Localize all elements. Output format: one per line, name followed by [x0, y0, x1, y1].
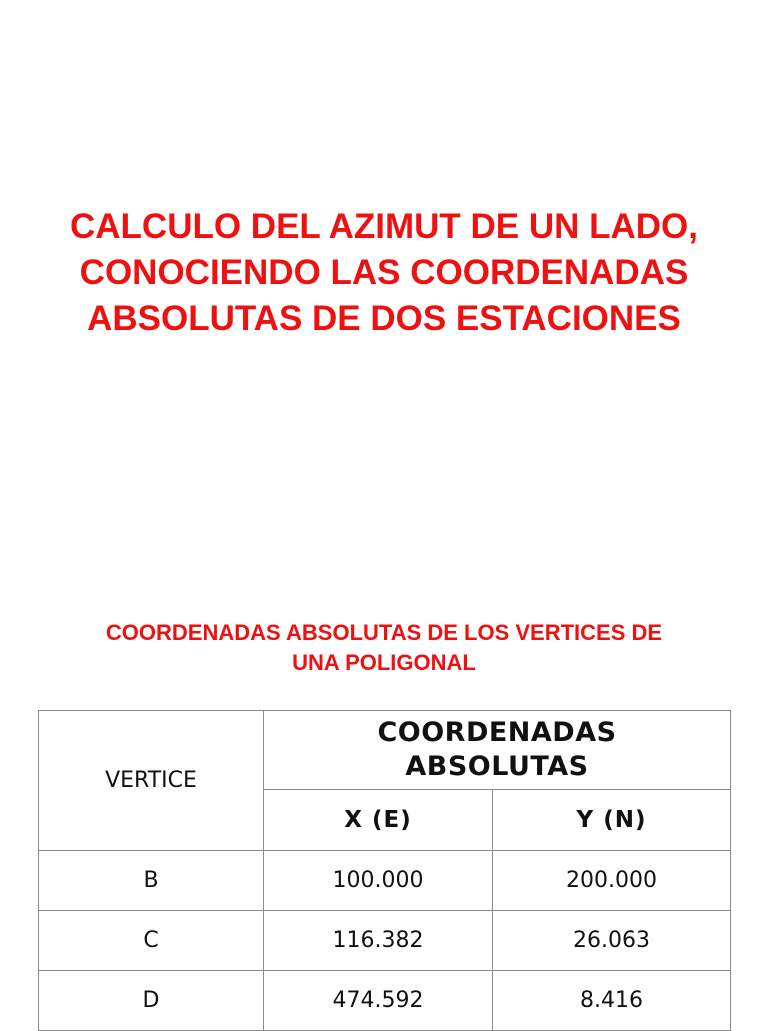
page-title	[0, 204, 768, 342]
table-row	[39, 971, 731, 1031]
y-column-header: Y (N)	[493, 790, 731, 851]
y-cell: 8.416	[493, 971, 731, 1031]
vertex-cell: C	[39, 911, 264, 971]
x-cell: 116.382	[264, 911, 493, 971]
section-title-line-1: COORDENADAS ABSOLUTAS DE LOS VERTICES DE	[105, 620, 663, 645]
coordinates-group-header-line-1: COORDENADAS	[377, 717, 617, 748]
vertex-column-header: VERTICE	[39, 711, 264, 851]
table-row	[39, 851, 731, 911]
x-cell: 100.000	[264, 851, 493, 911]
vertex-cell: B	[39, 851, 264, 911]
coordinates-table	[38, 710, 731, 1031]
vertex-cell: D	[39, 971, 264, 1031]
x-column-header: X (E)	[264, 790, 493, 851]
x-cell: 474.592	[264, 971, 493, 1031]
table-row	[39, 911, 731, 971]
table-header-row	[39, 711, 731, 790]
coordinates-group-header-line-2: ABSOLUTAS	[405, 751, 589, 782]
page-title-line-3: ABSOLUTAS DE DOS ESTACIONES	[87, 299, 681, 338]
y-cell: 26.063	[493, 911, 731, 971]
section-title	[0, 618, 768, 678]
y-cell: 200.000	[493, 851, 731, 911]
page-title-line-2: CONOCIENDO LAS COORDENADAS	[79, 253, 689, 292]
coordinates-group-header	[264, 711, 731, 790]
page-title-line-1: CALCULO DEL AZIMUT DE UN LADO,	[69, 207, 699, 246]
section-title-line-2: UNA POLIGONAL	[292, 650, 476, 675]
